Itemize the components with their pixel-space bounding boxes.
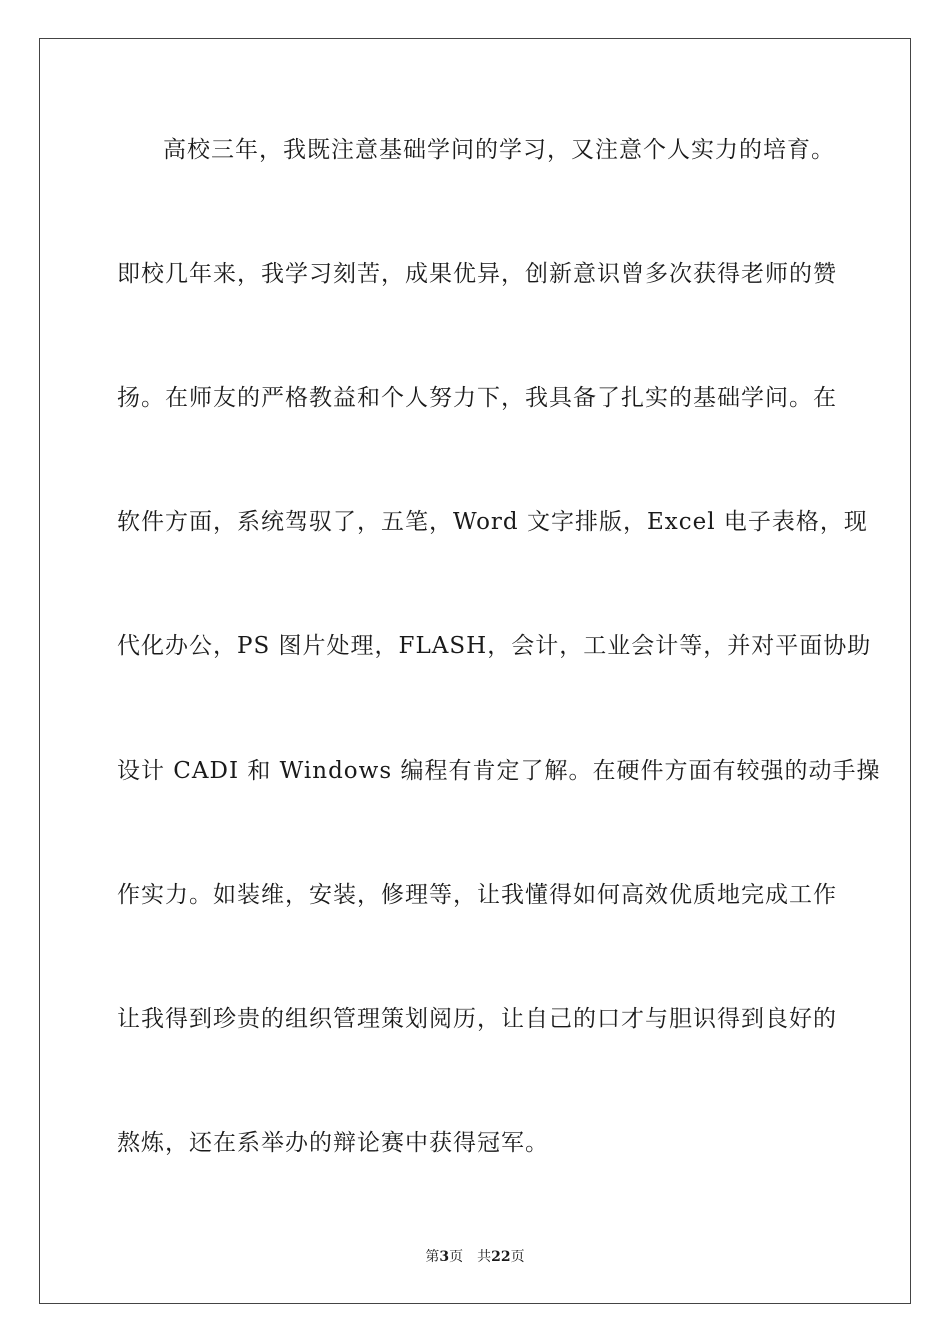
paragraph-line-8: 让我得到珍贵的组织管理策划阅历，让自己的口才与胆识得到良好的 [117, 1006, 837, 1032]
page-label-suffix: 页 [449, 1249, 464, 1265]
paragraph-line-3: 扬。在师友的严格教益和个人努力下，我具备了扎实的基础学问。在 [117, 385, 837, 411]
page-number: 3 [439, 1249, 450, 1265]
total-label-prefix: 共 [477, 1249, 492, 1265]
paragraph-line-9: 熬炼，还在系举办的辩论赛中获得冠军。 [117, 1130, 549, 1156]
paragraph-line-4: 软件方面，系统驾驭了，五笔，Word 文字排版，Excel 电子表格，现 [117, 509, 868, 535]
paragraph-line-6: 设计 CADI 和 Windows 编程有肯定了解。在硬件方面有较强的动手操 [117, 758, 881, 784]
paragraph-line-1: 高校三年，我既注意基础学问的学习，又注意个人实力的培育。 [163, 137, 835, 163]
page-border [39, 38, 911, 1304]
paragraph-line-7: 作实力。如装维，安装，修理等，让我懂得如何高效优质地完成工作 [117, 882, 837, 908]
page-label-prefix: 第 [425, 1249, 440, 1265]
total-pages: 22 [491, 1249, 511, 1265]
total-label-suffix: 页 [510, 1249, 525, 1265]
paragraph-line-2: 即校几年来，我学习刻苦，成果优异，创新意识曾多次获得老师的赞 [117, 261, 837, 287]
page-footer [0, 1248, 950, 1266]
paragraph-line-5: 代化办公，PS 图片处理，FLASH，会计，工业会计等，并对平面协助 [117, 633, 872, 659]
